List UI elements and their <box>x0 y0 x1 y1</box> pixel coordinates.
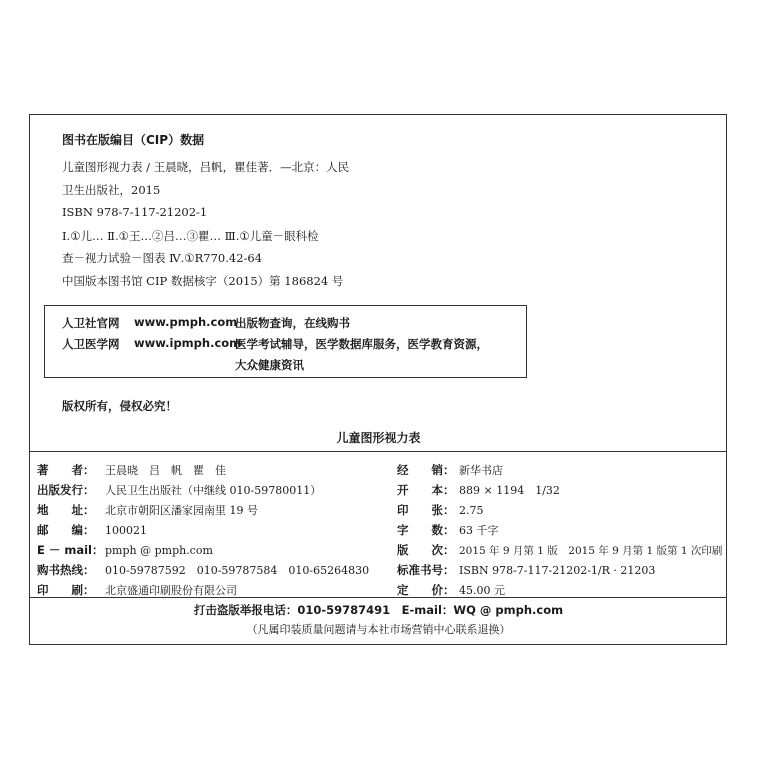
website-url-pmph[interactable]: www.pmph.com <box>134 315 238 329</box>
cip-line-1: 儿童图形视力表 / 王晨晓，吕帆，瞿佳著．—北京：人民 <box>62 160 350 174</box>
website-desc-pmph: 出版物查询，在线购书 <box>235 316 350 330</box>
website-url-ipmph[interactable]: www.ipmph.com <box>134 336 242 350</box>
info-row-price: 定 价： 45.00 元 <box>397 583 505 597</box>
info-row-hotline: 购书热线： 010-59787592 010-59787584 010-65264830 <box>37 563 370 577</box>
info-row-author: 著 者： 王晨晓 吕 帆 瞿 佳 <box>37 463 226 477</box>
cip-heading: 图书在版编目（CIP）数据 <box>62 133 205 147</box>
website-name-ipmph: 人卫医学网 <box>62 337 120 351</box>
info-row-sheets: 印 张： 2.75 <box>397 503 484 517</box>
info-row-publisher: 出版发行： 人民卫生出版社（中继线 010-59780011） <box>37 483 322 497</box>
copyright-notice: 版权所有，侵权必究！ <box>62 399 177 413</box>
info-row-format: 开 本： 889 × 1194 1/32 <box>397 483 560 497</box>
cip-isbn: ISBN 978-7-117-21202-1 <box>62 205 208 219</box>
info-row-wordcount: 字 数： 63 千字 <box>397 523 499 537</box>
cip-line-2: 卫生出版社，2015 <box>62 183 161 197</box>
info-row-address: 地 址： 北京市朝阳区潘家园南里 19 号 <box>37 503 258 517</box>
book-title: 儿童图形视力表 <box>336 431 421 445</box>
website-desc-ipmph: 医学考试辅导，医学数据库服务，医学教育资源， <box>235 337 488 351</box>
cip-line-5: 查－视力试验－图表 Ⅳ.①R770.42-64 <box>62 251 263 265</box>
cip-line-6: 中国版本图书馆 CIP 数据核字（2015）第 186824 号 <box>62 274 344 288</box>
info-row-distributor: 经 销： 新华书店 <box>397 463 503 477</box>
piracy-report-line: 打击盗版举报电话：010-59787491 E-mail：WQ @ pmph.com <box>193 603 564 617</box>
rule-bottom <box>29 597 727 598</box>
print-quality-notice: （凡属印装质量问题请与本社市场营销中心联系退换） <box>246 623 511 636</box>
website-name-pmph: 人卫社官网 <box>62 316 120 330</box>
info-row-isbn: 标准书号： ISBN 978-7-117-21202-1/R · 21203 <box>397 563 656 577</box>
info-row-email: E － mail： pmph @ pmph.com <box>37 543 213 557</box>
website-desc-ipmph-2: 大众健康资讯 <box>235 358 304 372</box>
info-row-printer: 印 刷： 北京盛通印刷股份有限公司 <box>37 583 237 597</box>
cip-line-4: Ⅰ.①儿… Ⅱ.①王…②吕…③瞿… Ⅲ.①儿童－眼科检 <box>62 229 319 243</box>
info-row-postcode: 邮 编： 100021 <box>37 523 147 537</box>
info-row-edition: 版 次： 2015 年 9 月第 1 版 2015 年 9 月第 1 版第 1 次印刷 <box>397 543 723 557</box>
rule-top <box>29 451 727 452</box>
